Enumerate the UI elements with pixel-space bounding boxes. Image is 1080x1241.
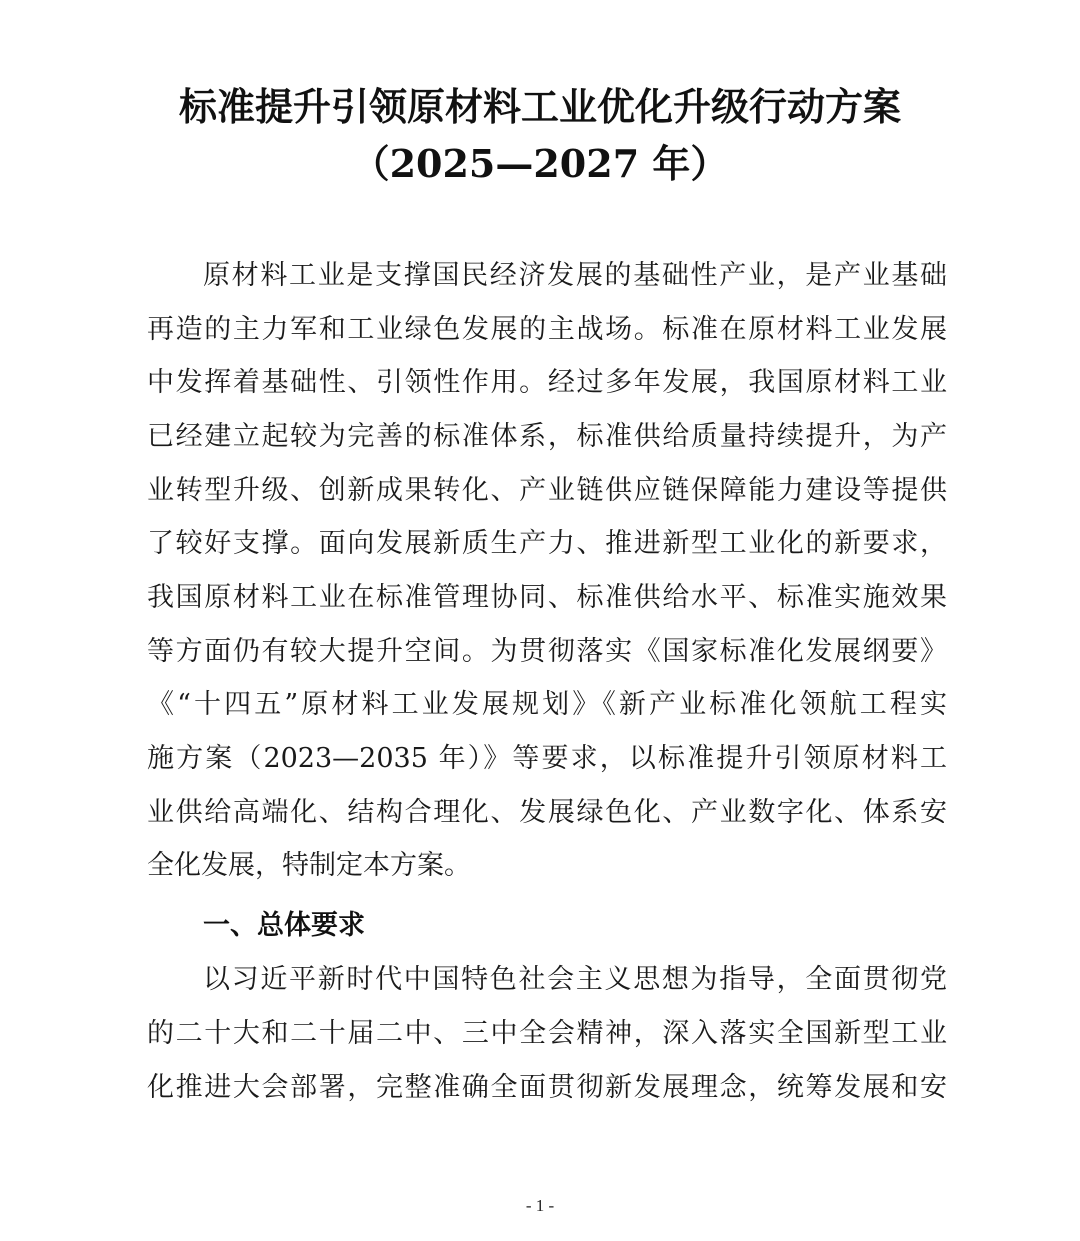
- paragraph-line: 业转型升级、创新成果转化、产业链供应链保障能力建设等提供: [147, 475, 947, 506]
- paragraph-line: 业供给高端化、结构合理化、发展绿色化、产业数字化、体系安: [147, 797, 947, 828]
- paragraph-line: 已经建立起较为完善的标准体系，标准供给质量持续提升，为产: [147, 421, 947, 452]
- paragraph-line: 施方案（2023—2035 年）》等要求，以标准提升引领原材料工: [147, 743, 947, 774]
- paragraph-line: 全化发展，特制定本方案。: [147, 850, 471, 881]
- paragraph-line: 中发挥着基础性、引领性作用。经过多年发展，我国原材料工业: [147, 367, 947, 398]
- paragraph-line: 以习近平新时代中国特色社会主义思想为指导，全面贯彻党: [203, 964, 947, 995]
- paragraph-line: 再造的主力军和工业绿色发展的主战场。标准在原材料工业发展: [147, 314, 947, 345]
- section-heading: 一、总体要求: [203, 910, 365, 941]
- paragraph-line: 原材料工业是支撑国民经济发展的基础性产业，是产业基础: [203, 260, 947, 291]
- document-subtitle-years: （2025—2027 年）: [351, 141, 729, 186]
- paragraph-line: 我国原材料工业在标准管理协同、标准供给水平、标准实施效果: [147, 582, 947, 613]
- paragraph-line: 等方面仍有较大提升空间。为贯彻落实《国家标准化发展纲要》: [147, 636, 947, 667]
- paragraph-line: 化推进大会部署，完整准确全面贯彻新发展理念，统筹发展和安: [147, 1072, 947, 1103]
- paragraph-line: 的二十大和二十届二中、三中全会精神，深入落实全国新型工业: [147, 1018, 947, 1049]
- document-title: 标准提升引领原材料工业优化升级行动方案: [178, 84, 901, 129]
- page-number: - 1 -: [525, 1196, 555, 1215]
- paragraph-line: 了较好支撑。面向发展新质生产力、推进新型工业化的新要求，: [147, 528, 947, 559]
- paragraph-line: 《“十四五”原材料工业发展规划》《新产业标准化领航工程实: [147, 689, 947, 720]
